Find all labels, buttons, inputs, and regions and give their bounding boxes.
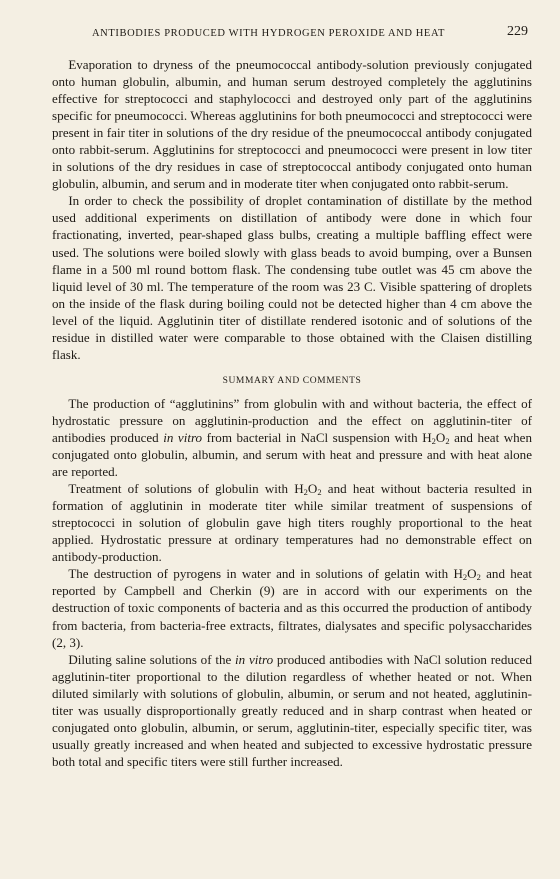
page-number: 229 xyxy=(507,24,528,39)
body-text xyxy=(52,56,532,770)
running-head xyxy=(52,24,532,44)
paragraph-summary-production: The production of “agglutinins” from globulin with and without bacteria, the effect of hydrostatic pressure on agglutinin-production and the effect on agglutinin-titer of antibodies produced in vitro from bacterial in NaCl suspension with $H_2O_2$ and heat when conjugated onto globulin, albumin, and serum with heat and pressure and with heat alone are reported. xyxy=(52,395,532,480)
section-heading: SUMMARY AND COMMENTS xyxy=(222,375,362,386)
running-title: ANTIBODIES PRODUCED WITH HYDROGEN PEROXIDE AND HEAT xyxy=(92,28,445,39)
paragraph-pyrogens: The destruction of pyrogens in water and in solutions of gelatin with $H_2O_2$ and heat reported by Campbell and Cherkin (9) are in accord with our experiments on the destruction of toxic components of bacteria and as this occurred the production of antibody from bacteria, from bacteria-free extracts, filtrates, dialysates and specific polysaccharides (2, 3). xyxy=(52,566,532,650)
paragraph-evaporation: Evaporation to dryness of the pneumococcal antibody-solution previously conjugated onto human globulin, albumin, and human serum destroyed completely the agglutinins effective for streptococci and staphylococci and destroyed only part of the agglutinins specific for pneumococci. Whereas agglutinins for both pneumococci and streptococci were present in fair titer in solutions of the dry residue of the pneumococcal antibody conjugated onto rabbit-serum. Agglutinins for streptococci and pneumococci were present in low titer in solutions of the dry residues in case of streptococcal antibody conjugated onto human globulin, albumin, and serum and in moderate titer when conjugated onto rabbit-serum. xyxy=(52,57,532,192)
paragraph-treatment-globulin: Treatment of solutions of globulin with $H_2O_2$ and heat without bacteria resulted in formation of agglutinin in moderate titer while similar treatment of suspensions of streptococci in solution of globulin gave high titers roughly proportional to the heat applied. Hydrostatic pressure at ordinary temperatures had no demonstrable effect on antibody-production. xyxy=(52,481,532,565)
paragraph-diluting-saline: Diluting saline solutions of the in vitro produced antibodies with NaCl solution reduced agglutinin-titer proportional to the dilution regardless of whether heated or not. When diluted similarly with solutions of globulin, albumin, or serum and not heated, agglutinin-titer was usually disproportionally greatly reduced and in sharp contrast when heated or conjugated onto globulin, albumin, or serum, agglutinin-titer, especially specific titer, was usually greatly increased and when heated and subjected to excessive hydrostatic pressure both total and specific titers were still further increased. xyxy=(52,651,532,769)
paragraph-droplet-contamination: In order to check the possibility of droplet contamination of distillate by the method used additional experiments on distillation of antibody were done in which four fractionating, inverted, pear-shaped glass bulbs, creating a multiple baffling effect were used. The solutions were boiled slowly with glass beads to avoid bumping, over a Bunsen flame in a 500 ml round bottom flask. The condensing tube outlet was 45 cm above the liquid level of 30 ml. The temperature of the room was 23 C. Visible spattering of droplets on the inside of the flask during boiling could not be detected higher than 4 cm above the level of the liquid. Agglutinin titer of distillate rendered isotonic and of solutions of the residue in distilled water were comparable to those obtained with the Claisen distilling flask. xyxy=(52,193,532,362)
